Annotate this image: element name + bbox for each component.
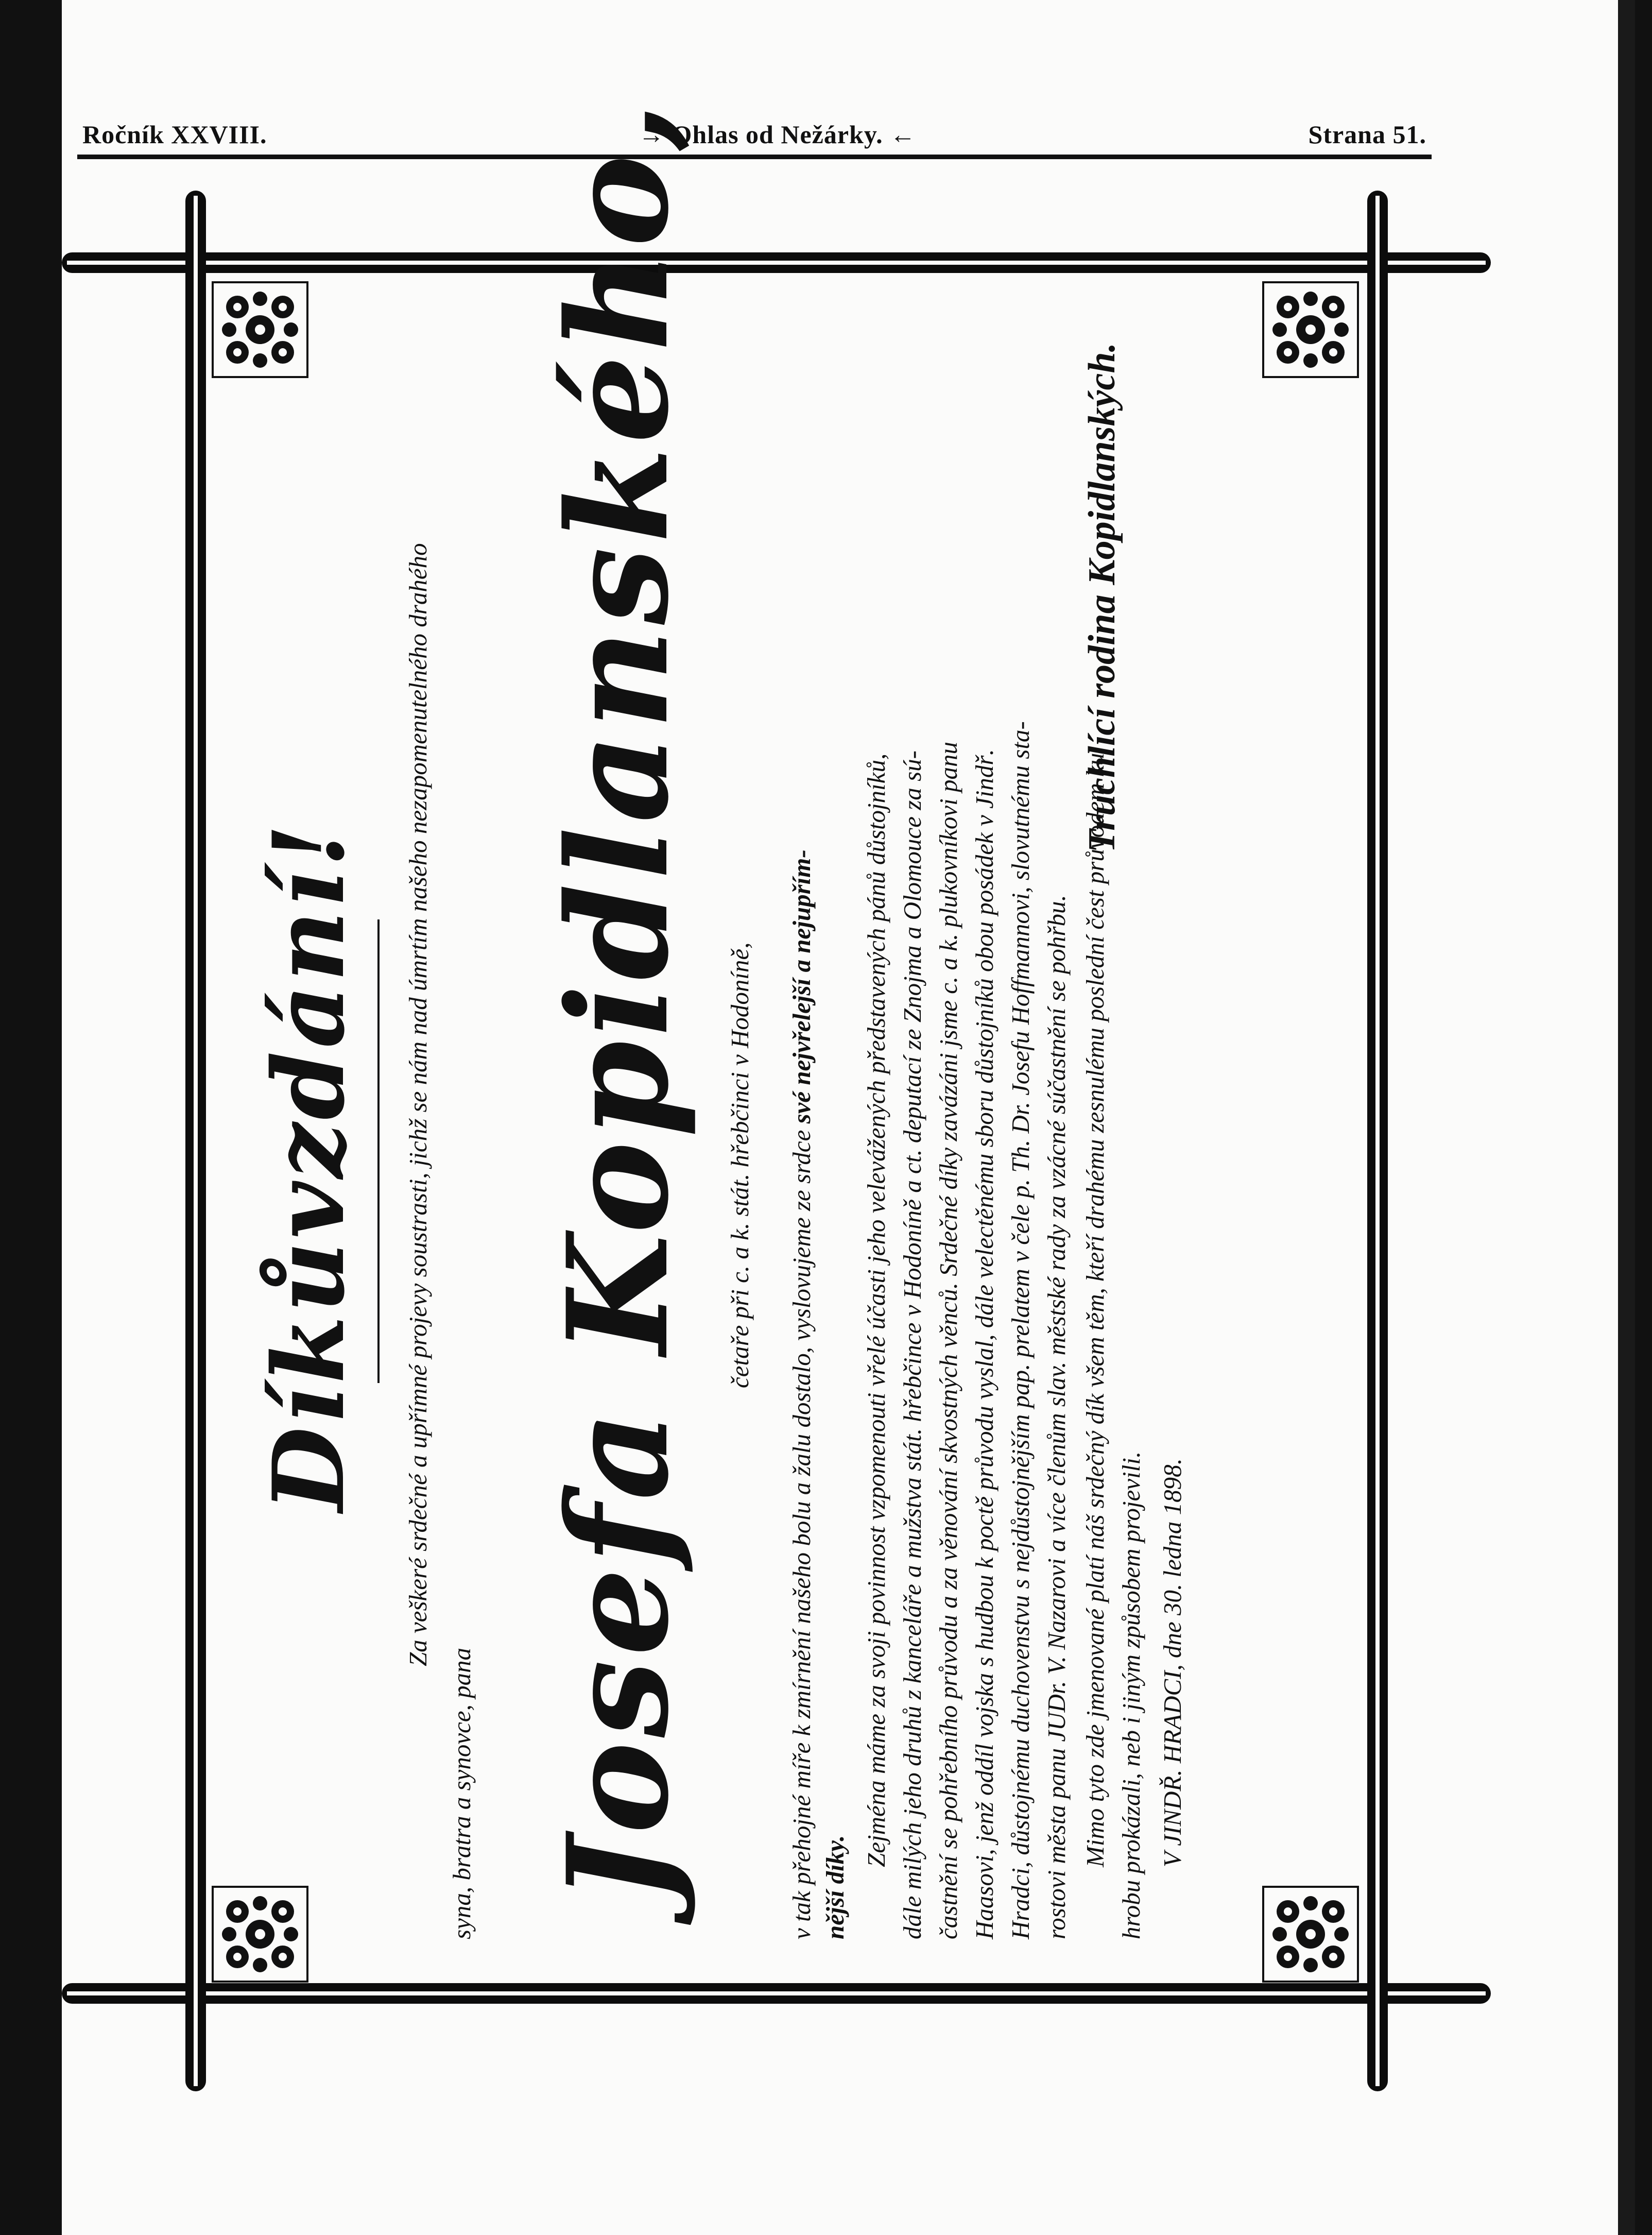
paragraph-2-line-3: častnění se pohřebního průvodu a za věnování skvostných věnců. Srdečné díky zavázáni jsme c. a k. plukovníkovi panu xyxy=(934,741,962,1939)
header-rule xyxy=(77,155,1432,159)
newspaper-title: → Ohlas od Nežárky. ← xyxy=(639,120,917,149)
paragraph-1-line-1 xyxy=(787,849,816,1939)
volume-label: Ročník XXVIII. xyxy=(82,120,267,149)
deceased-name: Josefa Kopidlanského, xyxy=(537,98,699,1903)
signature: Truchlící rodina Kopidlanských. xyxy=(1081,343,1123,853)
paragraph-2-line-4: Haasovi, jenž oddíl vojska s hudbou k poctě průvodu vyslal, dále velectěnému sboru důstojníků obou posádek v Jindř. xyxy=(970,749,999,1939)
deceased-rank: četaře při c. a k. stát. hřebčinci v Hodoníně, xyxy=(726,942,754,1388)
place-date: V JINDŘ. HRADCI, dne 30. ledna 1898. xyxy=(1158,1458,1186,1867)
paragraph-2-line-5: Hradci, důstojnému duchovenstvu s nejdůstojnějším pap. prelatem v čele p. Th. Dr. Josefu Hoffmannovi, slovutnému sta- xyxy=(1006,721,1035,1939)
frame-bar-left xyxy=(185,191,206,2091)
frame-bar-bottom xyxy=(62,1983,1491,2004)
p1-emphasis: své nejvřelejší a nejupřím- xyxy=(787,849,816,1124)
page-number: Strana 51. xyxy=(1308,120,1426,149)
p1-text: v tak přehojné míře k zmírnění našeho bolu a žalu dostalo, vyslovujeme ze srdce xyxy=(787,1123,816,1939)
page-header xyxy=(82,120,1426,156)
frame-bar-right xyxy=(1367,191,1388,2091)
paragraph-2-line-2: dále milých jeho druhů z kanceláře a mužstva stát. hřebčince v Hodoníně a ct. deputací ze Znojma a Olomouce za sú- xyxy=(898,750,926,1939)
paragraph-3-line-2: hrobu prokázali, neb i jiným způsobem projevili. xyxy=(1117,1451,1145,1939)
intro-line-1: Za veškeré srdečné a upřímné projevy soustrasti, jichž se nám nad úmrtím našeho nezapomenutelného drahého xyxy=(404,543,432,1666)
paragraph-3-line-1: Mimo tyto zde jmenované platí náš srdečný dík všem těm, kteří drahému zesnulému poslední čest průvodem ku xyxy=(1081,753,1109,1867)
intro-line-2: syna, bratra a synovce, pana xyxy=(448,1647,476,1939)
title-divider xyxy=(377,919,380,1383)
frame-bar-top xyxy=(62,252,1491,273)
paragraph-2-line-1: Zejména máme za svoji povinnost vzpomenouti vřelé účasti jeho velevážených představených pánů důstojníků, xyxy=(862,753,890,1867)
page-edge-shadow xyxy=(1618,0,1635,2235)
notice-title: Díkůvzdání! xyxy=(251,821,366,1512)
paragraph-1-line-2: nější díky. xyxy=(821,1835,849,1939)
paragraph-2-line-6: rostovi města panu JUDr. V. Nazarovi a více členům slav. městské rady za vzácné súčastnění se pohřbu. xyxy=(1042,895,1071,1939)
